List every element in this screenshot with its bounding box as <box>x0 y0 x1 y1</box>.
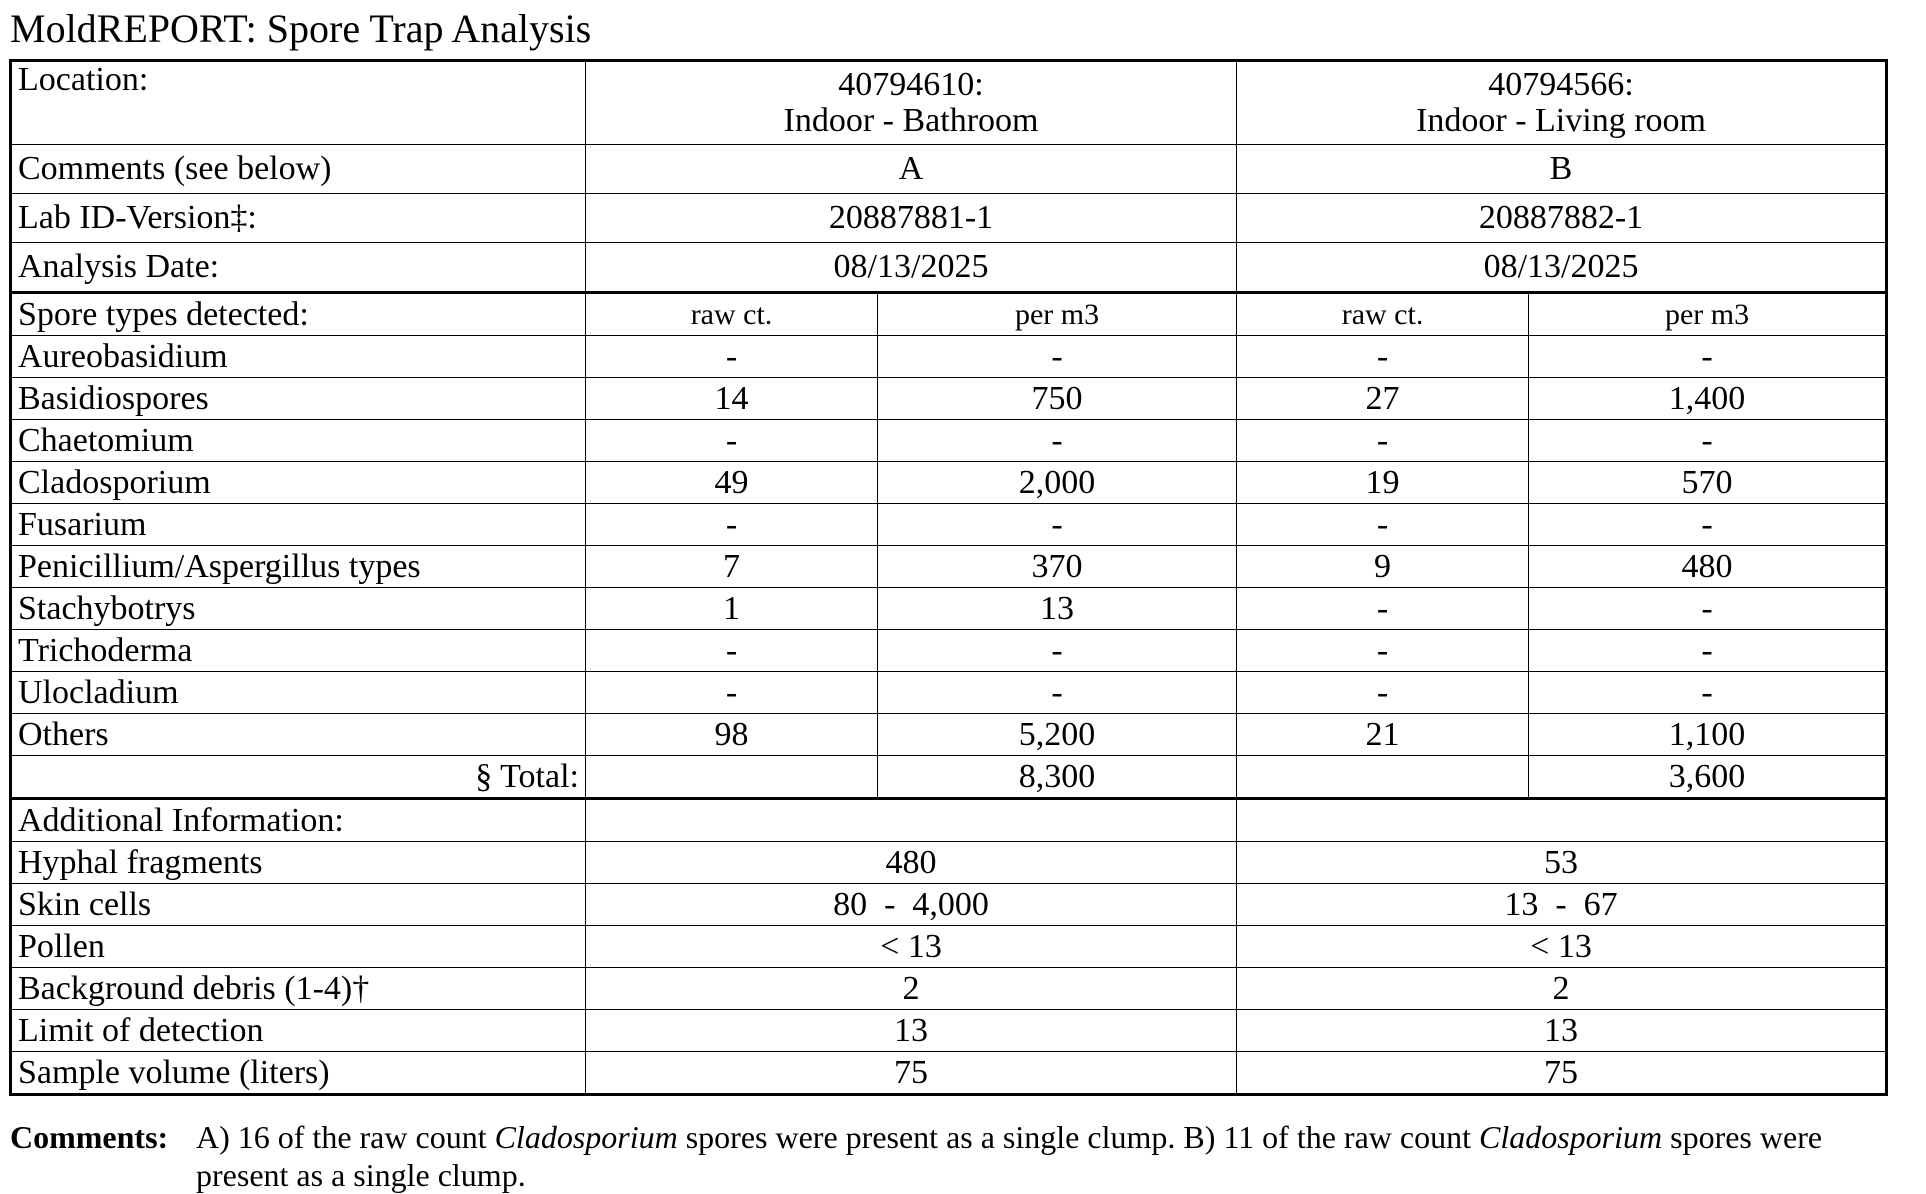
additional-value: 80 - 4,000 <box>586 884 1237 926</box>
empty-cell <box>586 799 1237 842</box>
spore-value: 480 <box>1529 546 1887 588</box>
additional-name: Hyphal fragments <box>11 842 586 884</box>
location-row <box>11 61 1887 145</box>
date-row <box>11 243 1887 293</box>
spore-trap-table <box>9 59 1888 1096</box>
additional-value: 2 <box>1237 968 1887 1010</box>
comments-heading: Comments: <box>10 1119 169 1155</box>
additional-value: 13 - 67 <box>1237 884 1887 926</box>
spore-types-label: Spore types detected: <box>11 293 586 336</box>
empty-cell <box>1237 756 1529 799</box>
report-title: MoldREPORT: Spore Trap Analysis <box>10 6 592 51</box>
spore-value: - <box>878 672 1237 714</box>
total-row <box>11 756 1887 799</box>
additional-row <box>11 884 1887 926</box>
spore-value: 13 <box>878 588 1237 630</box>
additional-value: 13 <box>1237 1010 1887 1052</box>
spore-value: - <box>586 630 878 672</box>
sample-2-comment: B <box>1237 145 1887 194</box>
spore-value: 19 <box>1237 462 1529 504</box>
additional-header-row <box>11 799 1887 842</box>
labid-row <box>11 194 1887 243</box>
additional-name: Sample volume (liters) <box>11 1052 586 1095</box>
spore-row <box>11 420 1887 462</box>
spore-value: - <box>1529 336 1887 378</box>
col-per-m3: per m3 <box>878 293 1237 336</box>
col-raw-ct: raw ct. <box>586 293 878 336</box>
spore-row <box>11 462 1887 504</box>
spore-value: - <box>1237 630 1529 672</box>
spore-row <box>11 672 1887 714</box>
spore-name: Fusarium <box>11 504 586 546</box>
spore-value: - <box>878 336 1237 378</box>
spore-value: - <box>1237 420 1529 462</box>
spore-name: Cladosporium <box>11 462 586 504</box>
spore-name: Trichoderma <box>11 630 586 672</box>
comment-text-b: spores were present as a single clump. B) 11 of the raw count <box>677 1119 1479 1155</box>
additional-name: Limit of detection <box>11 1010 586 1052</box>
location-label: Location: <box>11 61 586 145</box>
sample-1-comment: A <box>586 145 1237 194</box>
additional-row <box>11 1052 1887 1095</box>
total-value: 8,300 <box>878 756 1237 799</box>
col-per-m3: per m3 <box>1529 293 1887 336</box>
additional-value: 75 <box>1237 1052 1887 1095</box>
additional-value: 53 <box>1237 842 1887 884</box>
spore-value: - <box>586 336 878 378</box>
spore-row <box>11 336 1887 378</box>
total-value: 3,600 <box>1529 756 1887 799</box>
spore-row <box>11 504 1887 546</box>
additional-row <box>11 968 1887 1010</box>
spore-value: 5,200 <box>878 714 1237 756</box>
spore-name: Ulocladium <box>11 672 586 714</box>
additional-row <box>11 926 1887 968</box>
spore-value: 370 <box>878 546 1237 588</box>
spore-value: 27 <box>1237 378 1529 420</box>
spore-value: - <box>878 630 1237 672</box>
spore-name: Chaetomium <box>11 420 586 462</box>
spore-name: Others <box>11 714 586 756</box>
spore-value: 49 <box>586 462 878 504</box>
additional-name: Pollen <box>11 926 586 968</box>
sample-1-date: 08/13/2025 <box>586 243 1237 293</box>
spore-value: - <box>586 420 878 462</box>
spore-name: Penicillium/Aspergillus types <box>11 546 586 588</box>
additional-name: Skin cells <box>11 884 586 926</box>
spore-row <box>11 630 1887 672</box>
additional-row <box>11 1010 1887 1052</box>
spore-value: 750 <box>878 378 1237 420</box>
additional-value: < 13 <box>586 926 1237 968</box>
spore-header-row <box>11 293 1887 336</box>
spore-value: - <box>1237 588 1529 630</box>
spore-value: - <box>1529 672 1887 714</box>
additional-value: 75 <box>586 1052 1237 1095</box>
spore-name: Basidiospores <box>11 378 586 420</box>
comments-row <box>11 145 1887 194</box>
comments-label: Comments (see below) <box>11 145 586 194</box>
sample-2-labid: 20887882-1 <box>1237 194 1887 243</box>
comment-species-b: Cladosporium <box>1478 1119 1663 1155</box>
spore-value: - <box>1237 504 1529 546</box>
sample-1-location <box>586 61 1237 145</box>
spore-value: 1 <box>586 588 878 630</box>
additional-value: < 13 <box>1237 926 1887 968</box>
additional-value: 13 <box>586 1010 1237 1052</box>
date-label: Analysis Date: <box>11 243 586 293</box>
sample-2-date: 08/13/2025 <box>1237 243 1887 293</box>
sample-2-location <box>1237 61 1887 145</box>
spore-row <box>11 714 1887 756</box>
spore-value: - <box>1529 504 1887 546</box>
sample-1-labid: 20887881-1 <box>586 194 1237 243</box>
labid-label: Lab ID-Version‡: <box>11 194 586 243</box>
spore-name: Stachybotrys <box>11 588 586 630</box>
spore-value: 1,100 <box>1529 714 1887 756</box>
spore-value: - <box>1529 420 1887 462</box>
spore-value: 21 <box>1237 714 1529 756</box>
spore-value: - <box>1237 672 1529 714</box>
spore-value: 7 <box>586 546 878 588</box>
comment-species-a: Cladosporium <box>494 1119 678 1155</box>
spore-name: Aureobasidium <box>11 336 586 378</box>
spore-value: - <box>1529 630 1887 672</box>
spore-value: 9 <box>1237 546 1529 588</box>
spore-row <box>11 588 1887 630</box>
spore-value: - <box>586 504 878 546</box>
comment-text-c: spores were present as a single clump. <box>196 1119 1823 1193</box>
comment-text-a: A) 16 of the raw count <box>196 1119 495 1155</box>
sample-2-place: Indoor - Living room <box>1416 102 1706 139</box>
spore-value: - <box>586 672 878 714</box>
sample-2-id: 40794566: <box>1488 66 1634 103</box>
additional-info-label: Additional Information: <box>11 799 586 842</box>
additional-value: 480 <box>586 842 1237 884</box>
spore-value: 2,000 <box>878 462 1237 504</box>
col-raw-ct: raw ct. <box>1237 293 1529 336</box>
spore-value: - <box>878 420 1237 462</box>
empty-cell <box>1237 799 1887 842</box>
comments-text <box>196 1118 1896 1194</box>
additional-name: Background debris (1-4)† <box>11 968 586 1010</box>
spore-value: - <box>1237 336 1529 378</box>
total-label: § Total: <box>11 756 586 799</box>
sample-1-id: 40794610: <box>838 66 984 103</box>
spore-value: - <box>878 504 1237 546</box>
spore-value: 14 <box>586 378 878 420</box>
spore-value: 570 <box>1529 462 1887 504</box>
empty-cell <box>586 756 878 799</box>
spore-value: 98 <box>586 714 878 756</box>
spore-row <box>11 546 1887 588</box>
spore-value: 1,400 <box>1529 378 1887 420</box>
spore-value: - <box>1529 588 1887 630</box>
additional-row <box>11 842 1887 884</box>
sample-1-place: Indoor - Bathroom <box>783 102 1039 139</box>
spore-row <box>11 378 1887 420</box>
additional-value: 2 <box>586 968 1237 1010</box>
